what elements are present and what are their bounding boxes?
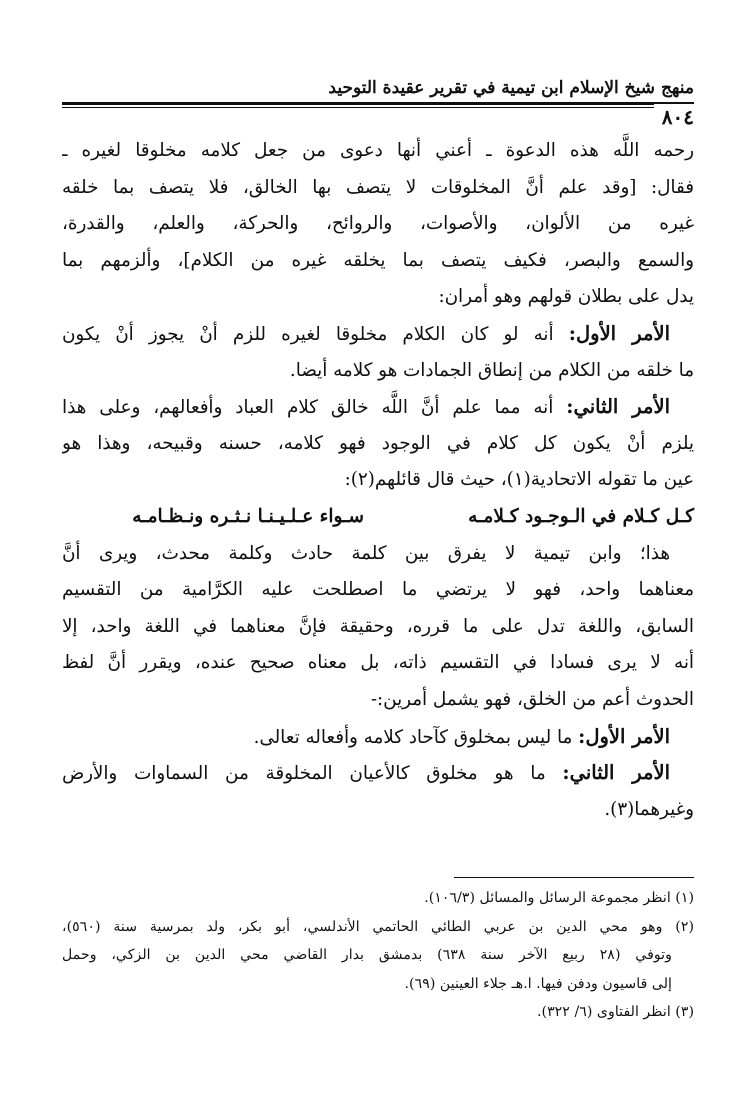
footnote-continuation: إلى قاسيون ودفن فيها. ا.هـ جلاء العينين (٦٩). bbox=[404, 975, 672, 992]
text-line: والسمع والبصر، فكيف يتصف بما يخلقه غيره من الكلام]، وألزمهم بما bbox=[62, 249, 694, 271]
text-line: وغيرهما(٣). bbox=[604, 798, 694, 820]
footnote: (١) انظر مجموعة الرسائل والمسائل (١٠٦/٣). bbox=[424, 890, 694, 906]
text-line: رحمه اللَّه هذه الدعوة ـ أعني أنها دعوى من جعل كلامه مخلوقا لغيره ـ bbox=[62, 140, 694, 161]
text-line: يلزم أنْ يكون كل كلام في الوجود فهو كلامه، حسنه وقبيحه، وهذا هو bbox=[62, 432, 694, 454]
matter-heading: الأمر الأول: bbox=[568, 321, 670, 345]
footnotes bbox=[62, 884, 694, 1027]
poem-verse bbox=[62, 499, 694, 536]
footnote: (٣) انظر الفتاوى (٦/ ٣٢٢). bbox=[537, 1004, 694, 1020]
matter-heading: الأمر الثاني: bbox=[562, 761, 670, 785]
text-line bbox=[62, 389, 694, 426]
text-line bbox=[62, 316, 694, 353]
poem-second-hemistich: سـواء عـلـيـنـا نـثـره ونـظـامـه bbox=[132, 505, 364, 527]
page-number: ٨٠٤ bbox=[654, 104, 694, 130]
poem-first-hemistich: كـل كـلام في الـوجـود كـلامـه bbox=[468, 505, 694, 527]
footnote: (٢) وهو محي الدين بن عربي الطائي الحاتمي الأندلسي، أبو بكر، ولد بمرسية سنة (٥٦٠)، bbox=[62, 918, 694, 935]
text-line: هذا؛ وابن تيمية لا يفرق بين كلمة حادث وكلمة محدث، ويرى أنَّ bbox=[62, 542, 670, 564]
header-rule-thick bbox=[62, 102, 694, 105]
header-rule-thin bbox=[62, 107, 694, 108]
text-run: أنه لو كان الكلام مخلوقا لغيره للزم أنْ يجوز أنْ يكون bbox=[62, 323, 569, 345]
text-line: أنه لا يرى فسادا في التقسيم ذاته، بل معناه صحيح عنده، ويقرر أنَّ لفظ bbox=[62, 652, 694, 674]
main-text bbox=[62, 133, 694, 828]
text-line: عين ما تقوله الاتحادية(١)، حيث قال قائلهم(٢): bbox=[344, 469, 694, 491]
text-line: غيره من الألوان، والأصوات، والروائح، والحركة، والعلم، والقدرة، bbox=[62, 213, 694, 235]
running-title: منهج شيخ الإسلام ابن تيمية في تقرير عقيدة التوحيد bbox=[328, 78, 694, 98]
text-run: ما ليس بمخلوق كآحاد كلامه وأفعاله تعالى. bbox=[253, 726, 579, 748]
text-line bbox=[62, 719, 694, 756]
matter-heading: الأمر الثاني: bbox=[566, 395, 670, 419]
text-line: فقال: [وقد علم أنَّ المخلوقات لا يتصف بها الخالق، فلا يتصف بما خلقه bbox=[62, 176, 694, 198]
page-header bbox=[62, 76, 694, 129]
text-run: أنه مما علم أنَّ اللَّه خالق كلام العباد وأفعالهم، وعلى هذا bbox=[62, 397, 567, 419]
text-line: الحدوث أعم من الخلق، فهو يشمل أمرين:- bbox=[370, 688, 694, 710]
matter-heading: الأمر الأول: bbox=[578, 724, 670, 748]
text-line: ما خلقه من الكلام من إنطاق الجمادات هو كلامه أيضا. bbox=[289, 359, 694, 381]
text-line: السابق، واللغة تدل على ما قرره، وحقيقة فإنَّ معناهما في اللغة واحد، إلا bbox=[62, 615, 694, 637]
text-line: معناهما واحد، فهو لا يرتضي ما اصطلحت عليه الكرَّامية من التقسيم bbox=[62, 579, 694, 601]
text-line bbox=[62, 755, 694, 792]
text-line: يدل على بطلان قولهم وهو أمران: bbox=[438, 286, 694, 308]
text-run: ما هو مخلوق كالأعيان المخلوقة من السماوات والأرض bbox=[62, 763, 563, 785]
footnote-continuation: وتوفي (٢٨ ربيع الآخر سنة ٦٣٨) بدمشق بدار القاضي محي الدين بن الزكي، وحمل bbox=[62, 947, 672, 963]
footnote-separator bbox=[454, 877, 694, 878]
